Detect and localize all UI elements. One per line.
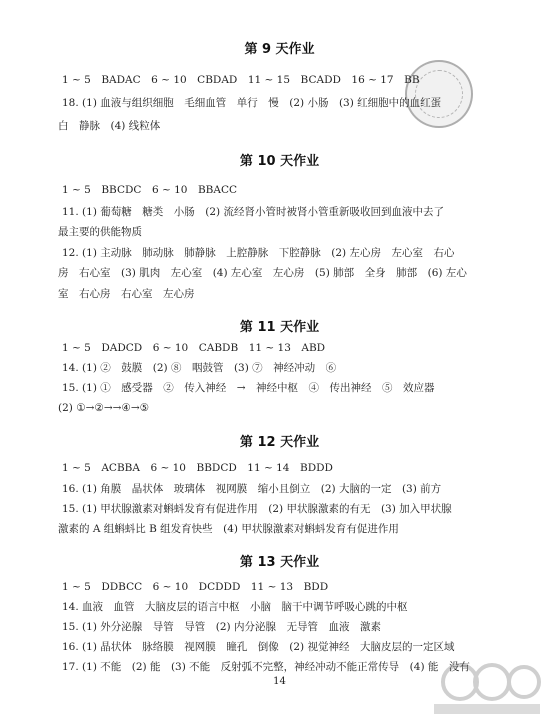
- section-title-day-13: 第 13 天作业: [239, 555, 320, 570]
- answer-line: 15. (1) 外分泌腺 导管 导管 (2) 内分泌腺 无导管 血液 激素: [62, 621, 381, 633]
- answer-line: 15. (1) 甲状腺激素对蝌蚪发育有促进作用 (2) 甲状腺激素的有无 (3) 加入甲状腺: [62, 503, 452, 515]
- answer-line: 16. (1) 角膜 晶状体 玻璃体 视网膜 缩小且倒立 (2) 大脑的一定 (3) 前方: [62, 483, 442, 495]
- answer-line: 1 ~ 5 DDBCC 6 ~ 10 DCDDD 11 ~ 13 BDD: [62, 581, 329, 593]
- answer-line: 房 右心室 (3) 肌肉 左心室 (4) 左心室 左心房 (5) 肺部 全身 肺部 (6) 左心: [58, 267, 467, 279]
- answer-line: 1 ~ 5 BBCDC 6 ~ 10 BBACC: [62, 184, 238, 196]
- answer-line: 12. (1) 主动脉 肺动脉 肺静脉 上腔静脉 下腔静脉 (2) 左心房 左心室 右心: [62, 247, 455, 259]
- page-number: 14: [273, 676, 286, 687]
- section-title-day-12: 第 12 天作业: [239, 435, 320, 450]
- answer-line: 激素的 A 组蝌蚪比 B 组发育快些 (4) 甲状腺激素对蝌蚪发育有促进作用: [58, 523, 399, 535]
- answer-line: (2) ①→②→→④→⑤: [58, 402, 150, 414]
- section-title-day-10: 第 10 天作业: [239, 154, 320, 169]
- answer-line: 18. (1) 血液与组织细胞 毛细血管 单行 慢 (2) 小肠 (3) 红细胞中的血红蛋: [62, 97, 442, 109]
- section-title-day-9: 第 9 天作业: [244, 42, 315, 57]
- answer-line: 11. (1) 葡萄糖 糖类 小肠 (2) 流经肾小管时被肾小管重新吸收回到血液中去了: [62, 206, 444, 218]
- answer-line: 14. (1) ② 鼓膜 (2) ⑧ 咽鼓管 (3) ⑦ 神经冲动 ⑥: [62, 362, 337, 374]
- answer-line: 17. (1) 不能 (2) 能 (3) 不能 反射弧不完整，神经冲动不能正常传导 (4) 能 没有: [62, 661, 470, 673]
- answer-line: 15. (1) ① 感受器 ② 传入神经 → 神经中枢 ④ 传出神经 ⑤ 效应器: [62, 382, 435, 394]
- answer-line: 1 ~ 5 ACBBA 6 ~ 10 BBDCD 11 ~ 14 BDDD: [62, 462, 333, 474]
- section-title-day-11: 第 11 天作业: [239, 320, 320, 335]
- answer-line: 1 ~ 5 DADCD 6 ~ 10 CABDB 11 ~ 13 ABD: [62, 342, 326, 354]
- answer-line: 16. (1) 晶状体 脉络膜 视网膜 瞳孔 倒像 (2) 视觉神经 大脑皮层的一定区域: [62, 641, 455, 653]
- answer-line: 白 静脉 (4) 线粒体: [58, 120, 161, 132]
- answer-line: 室 右心房 右心室 左心房: [58, 288, 195, 300]
- answer-line: 14. 血液 血管 大脑皮层的语言中枢 小脑 脑干中调节呼吸心跳的中枢: [62, 601, 408, 613]
- watermark-logo: [420, 660, 544, 718]
- answer-line: 1 ~ 5 BADAC 6 ~ 10 CBDAD 11 ~ 15 BCADD 16 ~ 17 BB: [62, 74, 420, 86]
- stamp-watermark: [405, 60, 473, 128]
- answer-line: 最主要的供能物质: [58, 226, 142, 238]
